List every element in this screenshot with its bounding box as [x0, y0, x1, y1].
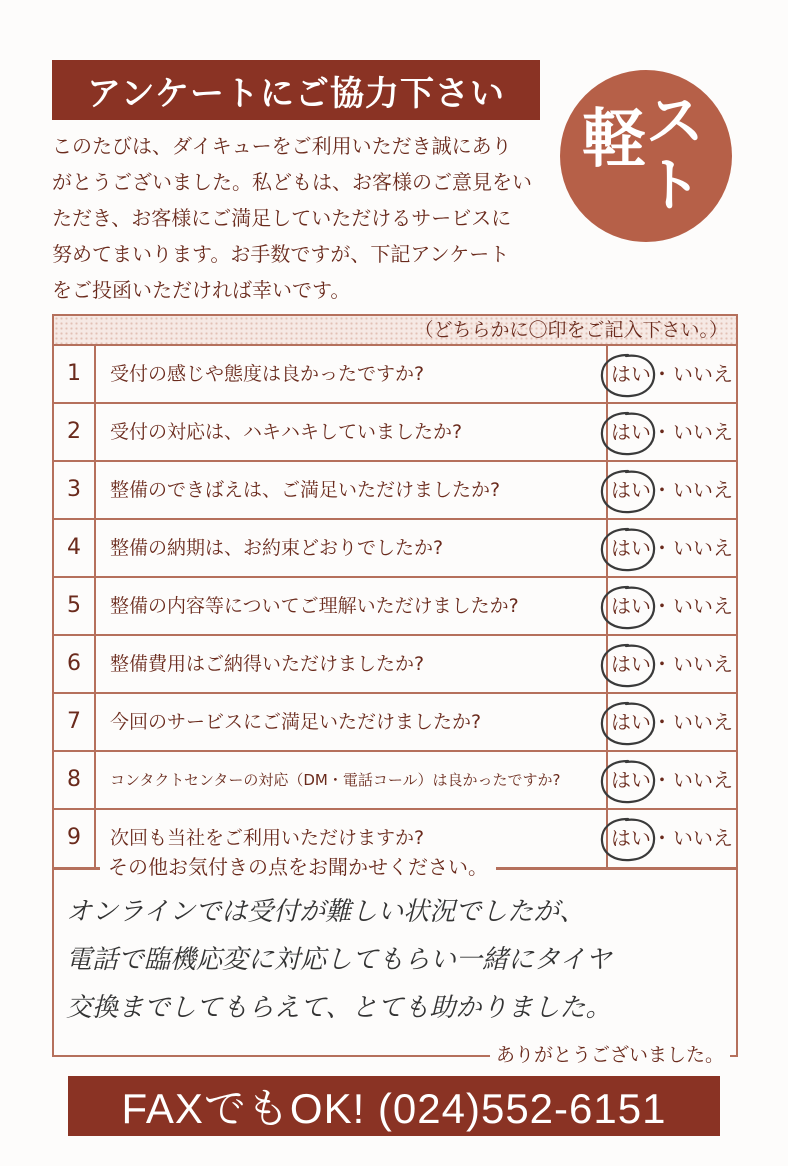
survey-row: [54, 462, 736, 520]
survey-title: アンケートにご協力下さい: [87, 73, 505, 114]
stamp-char-2: ス: [646, 87, 705, 155]
survey-instruction: （どちらかに〇印をご記入下さい。）: [414, 319, 728, 341]
handwritten-line: 交換までしてもらえて、とても助かりました。: [66, 993, 612, 1023]
question-text: 整備のできばえは、ご満足いただけましたか?: [96, 462, 608, 518]
question-number: 1: [54, 346, 96, 402]
question-text: コンタクトセンターの対応（DM・電話コール）は良かったですか?: [96, 752, 608, 808]
option-separator: ・: [652, 710, 672, 734]
yes-option[interactable]: はい: [611, 710, 651, 734]
question-text: 整備の納期は、お約束どおりでしたか?: [96, 520, 608, 576]
closing-text: ありがとうございました。: [490, 1042, 730, 1068]
answer-circle-mark: [598, 525, 658, 573]
no-option[interactable]: いいえ: [673, 478, 733, 502]
option-separator: ・: [652, 652, 672, 676]
answer-circle-mark: [598, 815, 658, 863]
answer-circle-mark: [598, 699, 658, 747]
answer-circle-mark: [598, 641, 658, 689]
option-separator: ・: [652, 594, 672, 618]
option-separator: ・: [652, 536, 672, 560]
yes-option[interactable]: はい: [611, 594, 651, 618]
intro-line: このたびは、ダイキューをご利用いただき誠にあり: [52, 134, 512, 158]
question-text: 今回のサービスにご満足いただけましたか?: [96, 694, 608, 750]
question-text: 整備の内容等についてご理解いただけましたか?: [96, 578, 608, 634]
option-separator: ・: [652, 362, 672, 386]
yes-option[interactable]: はい: [611, 420, 651, 444]
yes-option[interactable]: はい: [611, 536, 651, 560]
intro-line: 努めてまいります。お手数ですが、下記アンケート: [52, 242, 510, 266]
question-text: 受付の感じや態度は良かったですか?: [96, 346, 608, 402]
question-text: 受付の対応は、ハキハキしていましたか?: [96, 404, 608, 460]
survey-row: [54, 520, 736, 578]
answer-circle-mark: [598, 351, 658, 399]
survey-instruction-row: [54, 316, 736, 346]
stamp-char-3: ト: [644, 151, 703, 219]
stamp-char-1: 軽: [582, 103, 646, 177]
question-number: 3: [54, 462, 96, 518]
survey-row: [54, 346, 736, 404]
no-option[interactable]: いいえ: [673, 826, 733, 850]
answer-circle-mark: [598, 757, 658, 805]
no-option[interactable]: いいえ: [673, 710, 733, 734]
yes-option[interactable]: はい: [611, 478, 651, 502]
yes-option[interactable]: はい: [611, 362, 651, 386]
intro-line: をご投函いただければ幸いです。: [52, 278, 351, 302]
question-number: 2: [54, 404, 96, 460]
option-separator: ・: [652, 826, 672, 850]
question-number: 7: [54, 694, 96, 750]
question-text: 次回も当社をご利用いただけますか?: [96, 810, 608, 868]
question-number: 6: [54, 636, 96, 692]
survey-table: [52, 314, 738, 870]
yes-option[interactable]: はい: [611, 768, 651, 792]
question-number: 5: [54, 578, 96, 634]
intro-line: ただき、お客様にご満足していただけるサービスに: [52, 206, 512, 230]
intro-paragraph: [52, 128, 552, 308]
question-number: 9: [54, 810, 96, 868]
survey-title-banner: [52, 60, 540, 120]
handwritten-comment: [66, 888, 611, 1032]
question-text: 整備費用はご納得いただけましたか?: [96, 636, 608, 692]
survey-row: [54, 694, 736, 752]
handwritten-line: オンラインでは受付が難しい状況でしたが、: [66, 897, 586, 927]
handwritten-line: 電話で臨機応変に対応してもらい一緒にタイヤ: [66, 945, 612, 975]
logo-stamp: [560, 70, 732, 242]
survey-row: [54, 404, 736, 462]
yes-option[interactable]: はい: [611, 652, 651, 676]
fax-number-text: FAXでもOK! (024)552-6151: [121, 1085, 667, 1132]
no-option[interactable]: いいえ: [673, 362, 733, 386]
no-option[interactable]: いいえ: [673, 768, 733, 792]
answer-circle-mark: [598, 409, 658, 457]
no-option[interactable]: いいえ: [673, 594, 733, 618]
survey-row: [54, 752, 736, 810]
no-option[interactable]: いいえ: [673, 652, 733, 676]
option-separator: ・: [652, 420, 672, 444]
intro-line: がとうございました。私どもは、お客様のご意見をい: [52, 170, 532, 194]
question-number: 4: [54, 520, 96, 576]
survey-row: [54, 636, 736, 694]
fax-banner: [68, 1076, 720, 1136]
yes-option[interactable]: はい: [611, 826, 651, 850]
answer-circle-mark: [598, 467, 658, 515]
option-separator: ・: [652, 768, 672, 792]
option-separator: ・: [652, 478, 672, 502]
no-option[interactable]: いいえ: [673, 420, 733, 444]
no-option[interactable]: いいえ: [673, 536, 733, 560]
answer-circle-mark: [598, 583, 658, 631]
survey-row: [54, 578, 736, 636]
question-number: 8: [54, 752, 96, 808]
comments-title: その他お気付きの点をお聞かせください。: [100, 854, 496, 880]
